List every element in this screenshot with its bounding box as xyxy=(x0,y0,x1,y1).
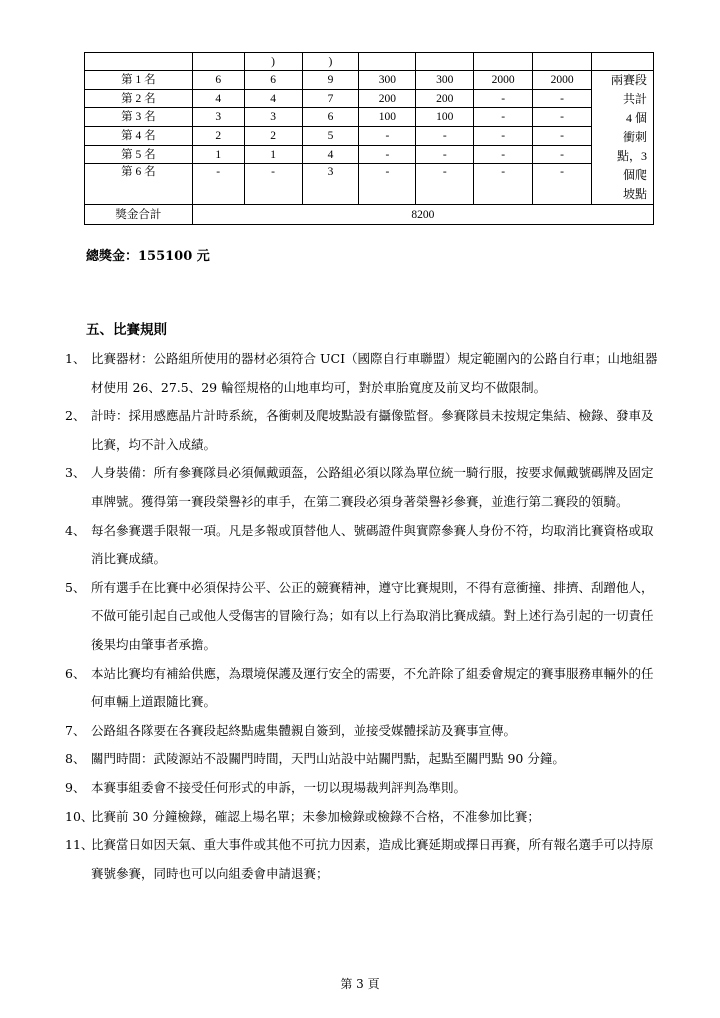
rule-text: 比賽前 30 分鐘檢錄，確認上場名單；未參加檢錄或檢錄不合格，不准參加比賽； xyxy=(91,808,540,824)
note-line: 4 個 xyxy=(625,111,647,125)
table-row xyxy=(85,71,654,90)
table-cell: - xyxy=(474,89,533,108)
rank-cell: 第 2 名 xyxy=(85,89,193,108)
rank-cell: 第 4 名 xyxy=(85,127,193,146)
rule-number: 3、 xyxy=(65,465,86,481)
note-line: 兩賽段 xyxy=(610,73,647,87)
table-header-row xyxy=(85,53,654,71)
table-cell: - xyxy=(533,145,592,164)
list-item xyxy=(65,574,665,660)
sum-value: 8200 xyxy=(192,205,653,225)
section-title: 五、比賽規則 xyxy=(86,322,167,338)
list-item xyxy=(65,517,665,574)
table-cell: 1 xyxy=(244,145,302,164)
rank-cell: 第 6 名 xyxy=(85,164,193,205)
rule-text: 本站比賽均有補給供應，為環境保護及運行安全的需要，不允許除了組委會規定的賽事服務車輛外的任何車輛上道跟隨比賽。 xyxy=(91,665,654,710)
table-cell: 4 xyxy=(244,89,302,108)
note-line: 坡點 xyxy=(622,187,647,201)
list-item xyxy=(65,803,665,832)
rule-number: 7、 xyxy=(65,722,86,738)
table-cell: 300 xyxy=(359,71,416,90)
table-cell: - xyxy=(474,108,533,127)
table-cell: - xyxy=(474,127,533,146)
note-line: 點，3 xyxy=(616,149,647,163)
list-item xyxy=(65,660,665,717)
table-cell: - xyxy=(474,145,533,164)
rank-cell: 第 5 名 xyxy=(85,145,193,164)
table-cell: 2 xyxy=(244,127,302,146)
table-cell: - xyxy=(192,164,244,205)
rule-number: 8、 xyxy=(65,751,86,767)
rule-number: 9、 xyxy=(65,779,86,795)
total-prize: 總獎金：155100 元 xyxy=(86,249,210,264)
list-item xyxy=(65,402,665,459)
table-cell xyxy=(474,53,533,71)
table-cell: 300 xyxy=(416,71,474,90)
list-item xyxy=(65,459,665,516)
table-cell: 2000 xyxy=(474,71,533,90)
table-cell: 6 xyxy=(302,108,359,127)
table-row xyxy=(85,164,654,205)
list-item xyxy=(65,345,665,402)
table-cell: 200 xyxy=(359,89,416,108)
rank-cell: 第 3 名 xyxy=(85,108,193,127)
table-cell: 100 xyxy=(416,108,474,127)
rules-list xyxy=(65,345,665,888)
rule-number: 5、 xyxy=(65,579,86,595)
rule-text: 本賽事組委會不接受任何形式的申訴，一切以現場裁判評判為準則。 xyxy=(91,779,467,795)
table-cell: - xyxy=(533,127,592,146)
table-cell: 3 xyxy=(192,108,244,127)
table-cell: 5 xyxy=(302,127,359,146)
page-number: 第 3 頁 xyxy=(340,977,380,991)
note-line: 衝刺 xyxy=(622,130,647,144)
table-cell: - xyxy=(533,164,592,205)
table-row xyxy=(85,108,654,127)
rule-text: 所有選手在比賽中必須保持公平、公正的競賽精神，遵守比賽規則，不得有意衝撞、排擠、刮蹭他人，不做可能引起自己或他人受傷害的冒險行為；如有以上行為取消比賽成績。對上述行為引起的一切責任後果均由肇事者承擔。 xyxy=(91,579,654,652)
table-cell: 100 xyxy=(359,108,416,127)
table-cell: - xyxy=(416,127,474,146)
table-cell: - xyxy=(416,164,474,205)
rule-number: 6、 xyxy=(65,665,86,681)
rule-number: 4、 xyxy=(65,522,86,538)
table-cell: 2 xyxy=(192,127,244,146)
rule-text: 人身裝備：所有參賽隊員必須佩戴頭盔，公路組必須以隊為單位統一騎行服，按要求佩戴號碼牌及固定車牌號。獲得第一賽段榮譽衫的車手，在第二賽段必須身著榮譽衫參賽，並進行第二賽段的領騎。 xyxy=(91,465,654,509)
table-cell: - xyxy=(416,145,474,164)
table-cell: 4 xyxy=(192,89,244,108)
table-cell: 200 xyxy=(416,89,474,108)
rule-number: 2、 xyxy=(65,408,86,424)
table-cell: 3 xyxy=(244,108,302,127)
table-cell xyxy=(359,53,416,71)
rule-number: 11、 xyxy=(65,837,94,853)
rule-text: 比賽器材：公路組所使用的器材必須符合 UCI（國際自行車聯盟）規定範圍內的公路自行車；山地組器材使用 26、27.5、29 輪徑規格的山地車均可，對於車胎寬度及前叉均不做限制。 xyxy=(91,351,658,395)
table-cell xyxy=(416,53,474,71)
rule-number: 10、 xyxy=(65,808,94,824)
table-cell: - xyxy=(359,164,416,205)
note-cell xyxy=(592,71,654,205)
list-item xyxy=(65,774,665,803)
note-line: 共計 xyxy=(622,92,647,106)
table-cell: - xyxy=(244,164,302,205)
rule-text: 公路組各隊要在各賽段起終點處集體親自簽到，並接受媒體採訪及賽事宣傳。 xyxy=(91,722,517,738)
sum-label: 獎金合計 xyxy=(85,205,193,225)
table-sum-row xyxy=(85,205,654,225)
table-row xyxy=(85,145,654,164)
table-cell: ) xyxy=(244,53,302,71)
table-cell: 9 xyxy=(302,71,359,90)
table-cell: ) xyxy=(302,53,359,71)
list-item xyxy=(65,831,665,888)
rule-text: 計時：採用感應晶片計時系統，各衝刺及爬坡點設有攝像監督。參賽隊員未按規定集結、檢錄、發車及比賽，均不計入成績。 xyxy=(91,408,654,452)
table-cell: - xyxy=(533,108,592,127)
list-item xyxy=(65,745,665,774)
list-item xyxy=(65,717,665,746)
rule-number: 1、 xyxy=(65,351,86,366)
rule-text: 每名參賽選手限報一項。凡是多報或頂替他人、號碼證件與實際參賽人身份不符，均取消比賽資格或取消比賽成績。 xyxy=(91,522,654,567)
rank-cell: 第 1 名 xyxy=(85,71,193,90)
rule-text: 關門時間：武陵源站不設關門時間，天門山站設中站關門點，起點至關門點 90 分鐘。 xyxy=(91,751,565,767)
table-row xyxy=(85,89,654,108)
prize-table xyxy=(84,52,654,225)
table-cell: - xyxy=(533,89,592,108)
table-cell xyxy=(192,53,244,71)
table-cell: - xyxy=(359,145,416,164)
table-cell xyxy=(592,53,654,71)
table-row xyxy=(85,127,654,146)
note-line: 個爬 xyxy=(622,168,647,182)
table-cell xyxy=(533,53,592,71)
table-cell: 2000 xyxy=(533,71,592,90)
table-cell: 6 xyxy=(244,71,302,90)
table-cell xyxy=(85,53,193,71)
table-cell: - xyxy=(359,127,416,146)
rule-text: 比賽當日如因天氣、重大事件或其他不可抗力因素，造成比賽延期或擇日再賽，所有報名選手可以持原賽號參賽，同時也可以向組委會申請退賽； xyxy=(91,837,654,881)
table-cell: 3 xyxy=(302,164,359,205)
table-cell: 1 xyxy=(192,145,244,164)
table-cell: 6 xyxy=(192,71,244,90)
table-cell: - xyxy=(474,164,533,205)
table-cell: 7 xyxy=(302,89,359,108)
table-cell: 4 xyxy=(302,145,359,164)
